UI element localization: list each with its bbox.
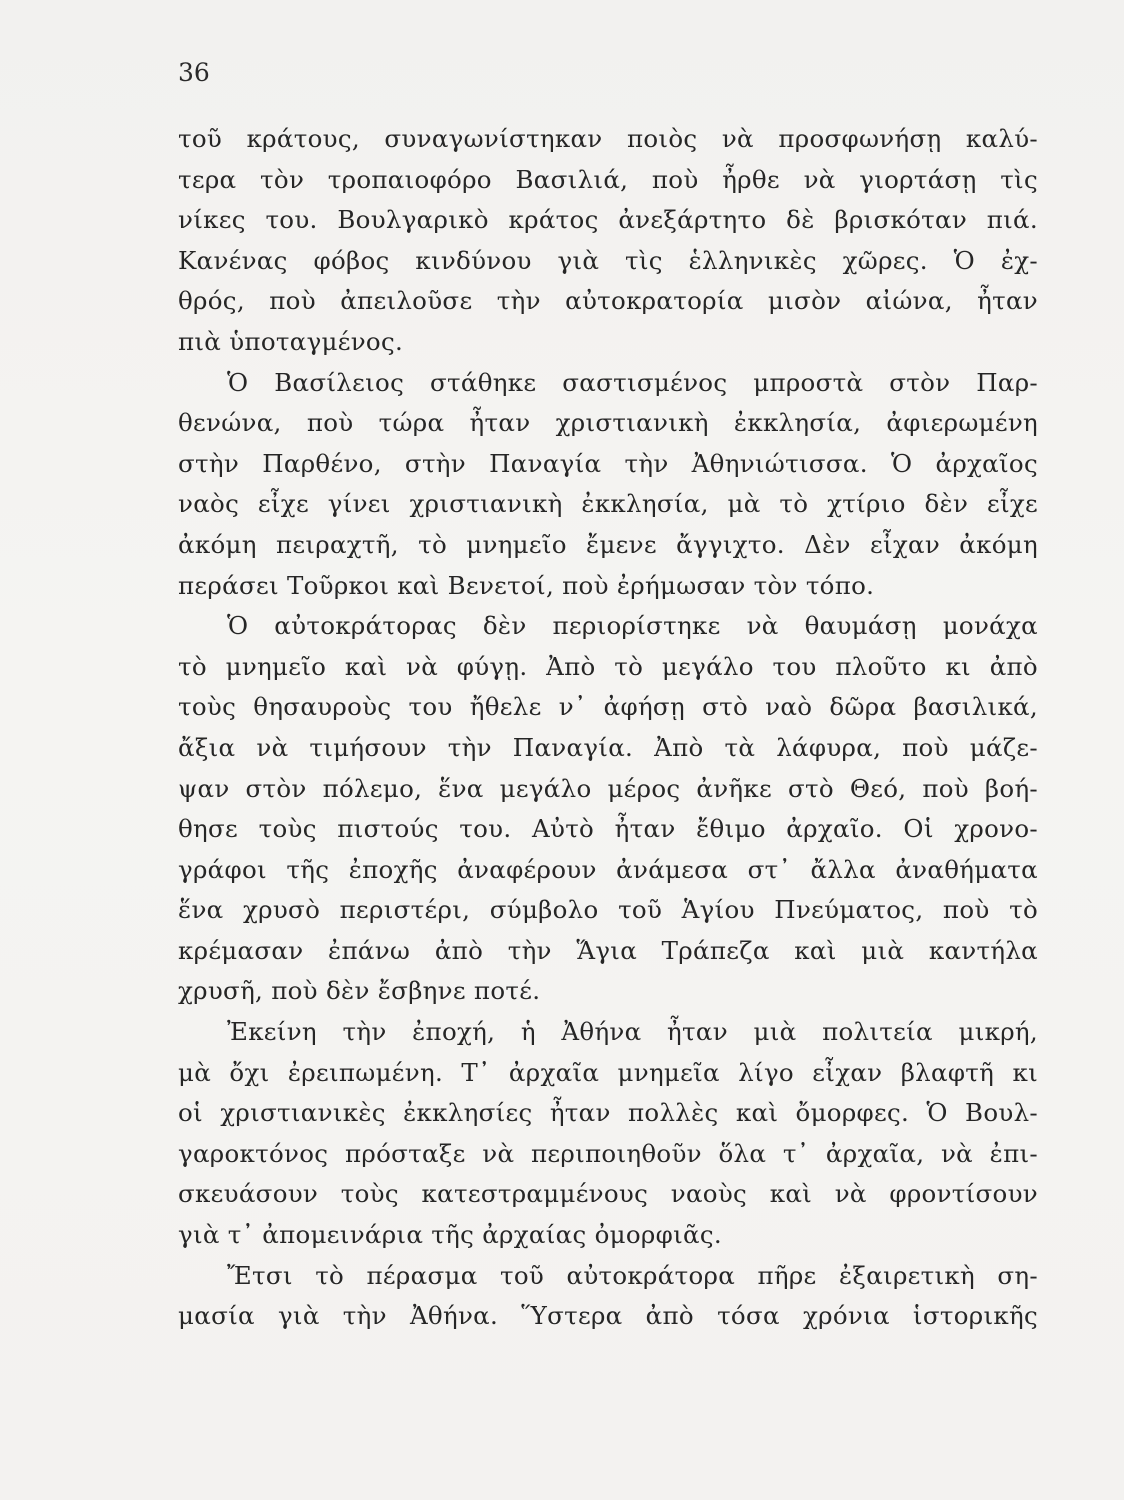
text-line: Ἔτσι τὸ πέρασμα τοῦ αὐτοκράτορα πῆρε ἐξαιρετικὴ ση- xyxy=(227,1260,1038,1290)
text-line: Ὁ αὐτοκράτορας δὲν περιορίστηκε νὰ θαυμάσῃ μονάχα xyxy=(227,611,1038,641)
text-line: περάσει Τοῦρκοι καὶ Βενετοί, ποὺ ἐρήμωσαν τὸν τόπο. xyxy=(178,570,875,600)
text-line: τερα τὸν τροπαιοφόρο Βασιλιά, ποὺ ἦρθε νὰ γιορτάσῃ τὶς xyxy=(178,164,1038,194)
paragraph-1 xyxy=(178,119,1038,363)
text-line: Κανένας φόβος κινδύνου γιὰ τὶς ἑλληνικὲς χῶρες. Ὁ ἐχ- xyxy=(178,245,1038,275)
text-line: ἄξια νὰ τιμήσουν τὴν Παναγία. Ἀπὸ τὰ λάφυρα, ποὺ μάζε- xyxy=(178,732,1038,762)
text-line: Ὁ Βασίλειος στάθηκε σαστισμένος μπροστὰ στὸν Παρ- xyxy=(227,367,1038,397)
text-line: γράφοι τῆς ἐποχῆς ἀναφέρουν ἀνάμεσα στ᾿ ἄλλα ἀναθήματα xyxy=(178,854,1038,884)
text-line: Ἐκείνη τὴν ἐποχή, ἡ Ἀθήνα ἦταν μιὰ πολιτεία μικρή, xyxy=(227,1017,1038,1047)
text-line: σκευάσουν τοὺς κατεστραμμένους ναοὺς καὶ νὰ φροντίσουν xyxy=(178,1179,1038,1209)
text-line: ἀκόμη πειραχτῆ, τὸ μνημεῖο ἔμενε ἄγγιχτο. Δὲν εἶχαν ἀκόμη xyxy=(178,529,1038,559)
text-line: οἱ χριστιανικὲς ἐκκλησίες ἦταν πολλὲς καὶ ὄμορφες. Ὁ Βουλ- xyxy=(178,1098,1038,1128)
text-line: νίκες του. Βουλγαρικὸ κράτος ἀνεξάρτητο δὲ βρισκόταν πιά. xyxy=(178,205,1038,235)
text-line: θησε τοὺς πιστούς του. Αὐτὸ ἦταν ἔθιμο ἀρχαῖο. Οἱ χρονο- xyxy=(178,814,1038,844)
text-line: μασία γιὰ τὴν Ἀθήνα. Ὕστερα ἀπὸ τόσα χρόνια ἱστορικῆς xyxy=(178,1301,1038,1331)
text-line: κρέμασαν ἐπάνω ἀπὸ τὴν Ἅγια Τράπεζα καὶ μιὰ καντήλα xyxy=(178,935,1038,965)
paragraph-3 xyxy=(178,606,1038,1012)
text-line: τὸ μνημεῖο καὶ νὰ φύγῃ. Ἀπὸ τὸ μεγάλο του πλοῦτο κι ἀπὸ xyxy=(178,651,1038,681)
text-line: ἕνα χρυσὸ περιστέρι, σύμβολο τοῦ Ἁγίου Πνεύματος, ποὺ τὸ xyxy=(178,895,1038,925)
paragraph-5 xyxy=(178,1256,1038,1337)
text-line: τοῦ κράτους, συναγωνίστηκαν ποιὸς νὰ προσφωνήσῃ καλύ- xyxy=(178,124,1038,153)
body-text xyxy=(178,119,1038,1337)
text-line: τοὺς θησαυροὺς του ἤθελε ν᾿ ἀφήσῃ στὸ ναὸ δῶρα βασιλικά, xyxy=(178,692,1038,722)
text-line: γιὰ τ᾿ ἀπομεινάρια τῆς ἀρχαίας ὀμορφιᾶς. xyxy=(178,1220,722,1250)
text-line: ναὸς εἶχε γίνει χριστιανικὴ ἐκκλησία, μὰ τὸ χτίριο δὲν εἶχε xyxy=(178,489,1038,519)
text-line: μὰ ὄχι ἐρειπωμένη. Τ᾿ ἀρχαῖα μνημεῖα λίγο εἶχαν βλαφτῆ κι xyxy=(178,1057,1038,1087)
paragraph-2 xyxy=(178,363,1038,607)
paragraph-4 xyxy=(178,1012,1038,1256)
text-line: χρυσῆ, ποὺ δὲν ἔσβηνε ποτέ. xyxy=(178,976,541,1006)
text-line: γαροκτόνος πρόσταξε νὰ περιποιηθοῦν ὅλα τ᾿ ἀρχαῖα, νὰ ἐπι- xyxy=(178,1138,1038,1168)
text-line: θρός, ποὺ ἀπειλοῦσε τὴν αὐτοκρατορία μισὸν αἰώνα, ἦταν xyxy=(178,286,1038,316)
text-line: ψαν στὸν πόλεμο, ἕνα μεγάλο μέρος ἀνῆκε στὸ Θεό, ποὺ βοή- xyxy=(178,773,1038,803)
text-line: πιὰ ὑποταγμένος. xyxy=(178,326,404,356)
text-line: στὴν Παρθένο, στὴν Παναγία τὴν Ἀθηνιώτισσα. Ὁ ἀρχαῖος xyxy=(178,448,1038,478)
text-line: θενώνα, ποὺ τώρα ἦταν χριστιανικὴ ἐκκλησία, ἀφιερωμένη xyxy=(178,408,1038,438)
page-number: 36 xyxy=(178,58,210,87)
